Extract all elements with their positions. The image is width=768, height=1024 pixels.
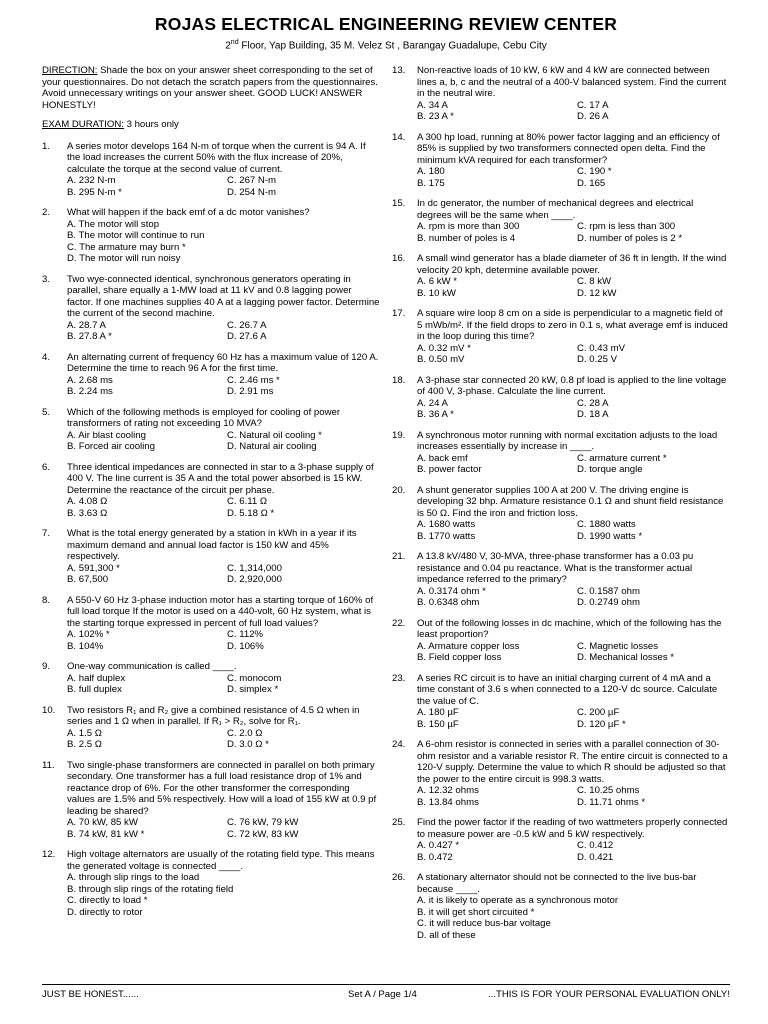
question-item <box>42 141 380 199</box>
question-number: 23. <box>392 672 406 684</box>
question-item <box>392 673 730 731</box>
answer-options <box>417 398 730 421</box>
question-body <box>67 849 380 918</box>
answer-option: A. back emf <box>417 452 468 464</box>
answer-option: B. Forced air cooling <box>67 441 155 453</box>
question-text: What is the total energy generated by a station in kWh in a year if its maximum demand and annual load factor is 150 kW and 45% respectively. <box>67 528 357 563</box>
document-header <box>42 14 730 52</box>
direction-label: DIRECTION: <box>42 65 98 77</box>
answer-option: B. 2.5 Ω <box>67 739 102 751</box>
answer-option: C. 17 A <box>577 99 609 111</box>
right-column <box>392 65 730 950</box>
answer-option: B. 27.8 A * <box>67 331 112 343</box>
answer-option: B. 295 N-m * <box>67 186 122 198</box>
question-item <box>42 705 380 751</box>
answer-option: A. Armature copper loss <box>417 640 520 652</box>
question-number: 5. <box>42 406 51 418</box>
answer-option: D. 2,920,000 <box>227 574 282 586</box>
question-number: 7. <box>42 528 51 540</box>
answer-option: A. 180 <box>417 166 445 178</box>
answer-option: B. 36 A * <box>417 409 454 421</box>
answer-option: A. Air blast cooling <box>67 429 146 441</box>
answer-option: B. 74 kW, 81 kW * <box>67 828 145 840</box>
question-body <box>67 528 380 586</box>
duration-text: 3 hours only <box>123 119 179 131</box>
answer-option: C. The armature may burn * <box>67 241 186 253</box>
footer-left: JUST BE HONEST...... <box>42 989 139 1000</box>
question-text: Out of the following losses in dc machine, which of the following has the least proportion? <box>417 617 722 641</box>
answer-option: D. 165 <box>577 177 606 189</box>
answer-options <box>417 785 730 808</box>
question-text: A 550-V 60 Hz 3-phase induction motor has a starting torque of 160% of full load torque If the motor is used on a 440-volt, 60 Hz system, what is the starting torque expressed in percent of full load values? <box>67 594 374 629</box>
question-body <box>67 141 380 199</box>
answer-option: D. 26 A <box>577 111 609 123</box>
answer-option: D. 27.6 A <box>227 331 267 343</box>
question-number: 22. <box>392 617 406 629</box>
left-question-list <box>42 141 380 919</box>
answer-options <box>67 817 380 840</box>
answer-option: C. 26.7 A <box>227 319 267 331</box>
question-body <box>417 739 730 808</box>
answer-option: A. The motor will stop <box>67 218 160 230</box>
answer-option: D. directly to rotor <box>67 906 143 918</box>
question-number: 16. <box>392 253 406 265</box>
question-text: Find the power factor if the reading of two wattmeters properly connected to measure power are -0.5 kW and 5 kW respectively. <box>417 817 728 840</box>
question-body <box>417 618 730 664</box>
answer-option: D. 2.91 ms <box>227 386 274 398</box>
question-text: A synchronous motor running with normal excitation adjusts to the load increases essentially by increase in ____. <box>417 429 718 453</box>
answer-option: B. through slip rings of the rotating field <box>67 883 234 895</box>
right-question-list <box>392 65 730 941</box>
question-item <box>42 407 380 453</box>
answer-options <box>417 100 730 123</box>
answer-option: C. Magnetic losses <box>577 640 659 652</box>
answer-option: A. it is likely to operate as a synchronous motor <box>417 895 619 907</box>
question-item <box>42 595 380 653</box>
answer-option: A. 591,300 * <box>67 562 120 574</box>
answer-option: B. 0.472 <box>417 851 453 863</box>
question-text: A stationary alternator should not be connected to the live bus-bar because ____. <box>417 872 697 895</box>
page-footer <box>42 984 730 1000</box>
answer-option: C. 2.0 Ω <box>227 727 263 739</box>
answer-option: D. torque angle <box>577 464 643 476</box>
answer-option: D. 0.25 V <box>577 354 617 366</box>
question-item <box>392 872 730 941</box>
question-body <box>417 817 730 863</box>
answer-option: A. 4.08 Ω <box>67 496 108 508</box>
answer-options <box>67 496 380 519</box>
answer-options <box>417 641 730 664</box>
answer-options <box>417 895 730 941</box>
question-text: What will happen if the back emf of a dc motor vanishes? <box>67 207 310 219</box>
answer-option: C. 1880 watts <box>577 519 636 531</box>
question-text: A square wire loop 8 cm on a side is perpendicular to a magnetic field of 5 mWb/m². If the field drops to zero in 0.1 s, what average emf is induced in the loop during this time? <box>417 308 728 343</box>
answer-options <box>67 430 380 453</box>
answer-option: A. 1680 watts <box>417 519 476 531</box>
question-item <box>392 253 730 299</box>
question-item <box>392 618 730 664</box>
answer-option: A. 0.427 * <box>417 840 460 852</box>
address-floor-suffix: nd <box>230 39 239 46</box>
answer-option: C. 28 A <box>577 397 609 409</box>
answer-option: B. 0.6348 ohm <box>417 597 480 609</box>
question-item <box>42 849 380 918</box>
answer-option: A. 2.68 ms <box>67 374 113 386</box>
question-body <box>417 132 730 190</box>
answer-option: B. 175 <box>417 177 445 189</box>
answer-options <box>67 563 380 586</box>
question-item <box>42 462 380 520</box>
question-body <box>417 872 730 941</box>
answer-option: D. 11.71 ohms * <box>577 796 646 808</box>
address-rest: Floor, Yap Building, 35 M. Velez St , Barangay Guadalupe, Cebu City <box>238 40 547 52</box>
answer-option: A. 6 kW * <box>417 276 457 288</box>
answer-option: D. 120 µF * <box>577 718 626 730</box>
question-body <box>417 673 730 731</box>
question-body <box>67 705 380 751</box>
address-floor-number: 2 <box>225 40 231 52</box>
question-item <box>42 352 380 398</box>
answer-options <box>417 586 730 609</box>
question-number: 17. <box>392 308 406 320</box>
question-body <box>67 407 380 453</box>
question-number: 18. <box>392 374 406 386</box>
question-number: 14. <box>392 131 406 143</box>
answer-option: A. 102% * <box>67 629 110 641</box>
answer-option: C. 190 * <box>577 166 612 178</box>
answer-option: C. 2.46 ms * <box>227 374 280 386</box>
answer-options <box>417 166 730 189</box>
question-body <box>67 207 380 265</box>
question-number: 10. <box>42 704 56 716</box>
answer-option: A. 1.5 Ω <box>67 727 102 739</box>
answer-option: C. 0.43 mV <box>577 342 625 354</box>
footer-page-number: Set A / Page 1/4 <box>348 989 417 1000</box>
answer-options <box>67 375 380 398</box>
answer-option: B. The motor will continue to run <box>67 230 205 242</box>
answer-option: B. 104% <box>67 640 104 652</box>
question-number: 3. <box>42 273 51 285</box>
answer-option: B. number of poles is 4 <box>417 232 516 244</box>
question-text: An alternating current of frequency 60 Hz has a maximum value of 120 A. Determine the time to reach 96 A for the first time. <box>67 351 379 375</box>
answer-option: B. 0.50 mV <box>417 354 465 366</box>
direction-paragraph <box>42 65 380 111</box>
question-item <box>392 817 730 863</box>
question-item <box>392 308 730 366</box>
answer-options <box>67 219 380 265</box>
answer-option: A. 0.3174 ohm * <box>417 585 486 597</box>
question-item <box>42 760 380 841</box>
question-text: A 6-ohm resistor is connected in series with a parallel connection of 30-ohm resistor and a variable resistor R. The entire circuit is connected to a 120-V supply. Determine the value to which R should be adjusted so that the power to the entire circuit is 998.3 watts. <box>417 739 728 785</box>
question-item <box>392 65 730 123</box>
question-body <box>67 595 380 653</box>
answer-option: C. 0.1587 ohm <box>577 585 640 597</box>
question-number: 25. <box>392 817 406 829</box>
answer-option: B. it will get short circuited * <box>417 906 535 918</box>
question-body <box>417 198 730 244</box>
answer-option: A. rpm is more than 300 <box>417 221 520 233</box>
answer-option: B. 150 µF <box>417 718 459 730</box>
question-text: Two wye-connected identical, synchronous generators operating in parallel, share equally a 1-MW load at 11 kV and 0.8 lagging power factor. If one machines supplies 40 A at a lagging power factor. Determine the current of the second machine. <box>67 273 380 320</box>
answer-option: A. half duplex <box>67 672 126 684</box>
question-number: 26. <box>392 872 406 884</box>
question-item <box>392 198 730 244</box>
answer-option: D. 12 kW <box>577 287 617 299</box>
answer-options <box>67 175 380 198</box>
left-column <box>42 65 380 950</box>
answer-option: C. monocom <box>227 672 282 684</box>
answer-options <box>67 673 380 696</box>
answer-option: C. armature current * <box>577 452 667 464</box>
answer-option: B. Field copper loss <box>417 652 502 664</box>
answer-options <box>417 276 730 299</box>
answer-option: A. 28.7 A <box>67 319 106 331</box>
direction-text: Shade the box on your answer sheet corresponding to the set of your questionnaires. Do not detach the scratch papers from the questionnaires. Avoid unnecessary writings on your answer sheet. GOOD LUCK! ANSWER HONESTLY! <box>42 65 378 111</box>
question-text: A small wind generator has a blade diameter of 36 ft in length. If the wind velocity 20 kph, determine available power. <box>417 253 727 276</box>
answer-option: C. 8 kW <box>577 276 612 288</box>
duration-label: EXAM DURATION: <box>42 119 124 131</box>
answer-option: C. directly to load * <box>67 895 148 907</box>
answer-option: C. 0.412 <box>577 840 614 852</box>
answer-option: D. 3.0 Ω * <box>227 739 269 751</box>
answer-option: C. 112% <box>227 629 264 641</box>
question-number: 20. <box>392 484 406 496</box>
question-body <box>67 274 380 343</box>
answer-option: A. 232 N-m <box>67 175 116 187</box>
answer-options <box>67 872 380 918</box>
question-body <box>67 760 380 841</box>
answer-option: C. rpm is less than 300 <box>577 221 676 233</box>
question-item <box>392 375 730 421</box>
question-body <box>417 308 730 366</box>
answer-option: C. 6.11 Ω <box>227 496 268 508</box>
answer-option: D. The motor will run noisy <box>67 253 181 265</box>
question-number: 24. <box>392 739 406 751</box>
answer-option: D. all of these <box>417 929 476 941</box>
exam-duration <box>42 119 380 131</box>
question-item <box>42 274 380 343</box>
question-item <box>392 485 730 543</box>
answer-option: B. 13.84 ohms <box>417 796 479 808</box>
answer-option: B. 3.63 Ω <box>67 507 108 519</box>
question-text: A series motor develops 164 N-m of torque when the current is 94 A. If the load increases the current 50% with the flux increase of 20%, calculate the torque at the second value of current. <box>67 140 366 175</box>
question-body <box>67 352 380 398</box>
question-body <box>67 462 380 520</box>
answer-option: B. power factor <box>417 464 482 476</box>
answer-option: A. through slip rings to the load <box>67 872 200 884</box>
answer-option: D. 106% <box>227 640 264 652</box>
question-number: 6. <box>42 461 51 473</box>
answer-option: B. 67,500 <box>67 574 109 586</box>
answer-option: A. 0.32 mV * <box>417 342 471 354</box>
answer-options <box>417 519 730 542</box>
question-text: A 300 hp load, running at 80% power factor lagging and an efficiency of 85% is supplied by two transformers connected open delta. Find the minimum kVA required for each transformer? <box>417 131 720 166</box>
answer-option: A. 12.32 ohms <box>417 785 479 797</box>
question-text: A 13.8 kV/480 V, 30-MVA, three-phase transformer has a 0.03 pu resistance and 0.04 pu reactance. What is the transformer actual impedance referred to the primary? <box>417 551 694 586</box>
question-body <box>67 661 380 696</box>
question-body <box>417 485 730 543</box>
answer-option: C. it will reduce bus-bar voltage <box>417 918 551 930</box>
question-text: Which of the following methods is employed for cooling of power transformers of rating not exceeding 10 MVA? <box>67 406 341 430</box>
answer-option: C. 1,314,000 <box>227 562 282 574</box>
question-number: 2. <box>42 207 51 219</box>
answer-option: D. simplex * <box>227 684 279 696</box>
question-number: 8. <box>42 594 51 606</box>
answer-options <box>417 707 730 730</box>
answer-option: D. 5.18 Ω * <box>227 507 275 519</box>
question-body <box>417 375 730 421</box>
question-item <box>392 132 730 190</box>
question-text: Two single-phase transformers are connected in parallel on both primary secondary. One transformer has a full load resistance drop of 1% and reactance drop of 6%. For the other transformer the corresponding values are 1.5% and 5% respectively. How will a load of 155 kW at 0.9 pf leading be shared? <box>67 759 377 817</box>
answer-options <box>417 221 730 244</box>
answer-options <box>67 728 380 751</box>
question-text: A series RC circuit is to have an initial charging current of 4 mA and a time constant of 3.6 s when connected to a 120-V dc source. Calculate the value of C. <box>417 672 718 707</box>
answer-option: D. 18 A <box>577 409 609 421</box>
question-text: One-way communication is called ____. <box>67 661 237 673</box>
answer-options <box>417 453 730 476</box>
answer-option: D. number of poles is 2 * <box>577 232 683 244</box>
question-text: A 3-phase star connected 20 kW, 0.8 pf load is applied to the line voltage of 400 V, 3-phase. Calculate the line current. <box>417 374 727 398</box>
document-address <box>42 36 730 52</box>
answer-option: C. 76 kW, 79 kW <box>227 817 299 829</box>
question-item <box>392 739 730 808</box>
answer-option: B. 2.24 ms <box>67 386 113 398</box>
question-number: 19. <box>392 429 406 441</box>
answer-option: D. 254 N-m <box>227 186 277 198</box>
document-title: ROJAS ELECTRICAL ENGINEERING REVIEW CENTER <box>154 14 618 34</box>
question-number: 13. <box>392 65 406 77</box>
question-item <box>42 528 380 586</box>
question-number: 15. <box>392 198 406 210</box>
question-text: A shunt generator supplies 100 A at 200 V. The driving engine is developing 32 bhp. Armature resistance 0.1 Ω and shunt field resistance is 50 Ω. Find the iron and friction loss. <box>417 484 724 519</box>
answer-option: A. 180 µF <box>417 707 459 719</box>
question-text: High voltage alternators are usually of the rotating field type. This means the generated voltage is connected ____. <box>67 849 375 872</box>
question-text: Three identical impedances are connected in star to a 3-phase supply of 400 V. The line current is 35 A and the total power absorbed is 15 kW. Determine the reactance of the circuit per phase. <box>67 461 374 496</box>
footer-right: ...THIS IS FOR YOUR PERSONAL EVALUATION ONLY! <box>487 989 730 1000</box>
question-number: 21. <box>392 551 406 563</box>
question-number: 9. <box>42 661 51 673</box>
answer-option: C. 267 N-m <box>227 175 277 187</box>
question-text: In dc generator, the number of mechanical degrees and electrical degrees will be the same when ____. <box>417 198 694 221</box>
answer-option: D. Mechanical losses * <box>577 652 675 664</box>
answer-option: D. 0.2749 ohm <box>577 597 640 609</box>
answer-option: B. 10 kW <box>417 287 456 299</box>
question-body <box>417 430 730 476</box>
answer-option: B. 23 A * <box>417 111 454 123</box>
answer-option: B. full duplex <box>67 684 122 696</box>
answer-option: A. 70 kW, 85 kW <box>67 817 138 829</box>
question-item <box>42 661 380 696</box>
question-body <box>417 551 730 609</box>
answer-option: D. 1990 watts * <box>577 530 643 542</box>
answer-options <box>417 840 730 863</box>
answer-options <box>417 343 730 366</box>
answer-options <box>67 629 380 652</box>
answer-option: D. 0.421 <box>577 851 614 863</box>
answer-option: C. 72 kW, 83 kW <box>227 828 299 840</box>
question-number: 12. <box>42 849 56 861</box>
question-item <box>392 430 730 476</box>
answer-options <box>67 320 380 343</box>
question-text: Non-reactive loads of 10 kW, 6 kW and 4 kW are connected between lines a, b, c and the neutral of a 400-V balanced system. Find the current in the neutral wire. <box>417 65 727 100</box>
answer-option: A. 34 A <box>417 99 448 111</box>
question-item <box>392 551 730 609</box>
question-body <box>417 253 730 299</box>
question-text: Two resistors R₁ and R₂ give a combined resistance of 4.5 Ω when in series and 1 Ω when in parallel. If R₁ > R₂, solve for R₁. <box>67 704 360 728</box>
question-columns <box>42 65 730 950</box>
question-body <box>417 65 730 123</box>
question-item <box>42 207 380 265</box>
question-number: 11. <box>42 759 55 771</box>
answer-option: D. Natural air cooling <box>227 441 317 453</box>
answer-option: A. 24 A <box>417 397 448 409</box>
answer-option: C. 10.25 ohms <box>577 785 640 797</box>
answer-option: C. Natural oil cooling * <box>227 429 322 441</box>
question-number: 1. <box>42 140 51 152</box>
answer-option: B. 1770 watts <box>417 530 476 542</box>
question-number: 4. <box>42 351 51 363</box>
answer-option: C. 200 µF <box>577 707 620 719</box>
